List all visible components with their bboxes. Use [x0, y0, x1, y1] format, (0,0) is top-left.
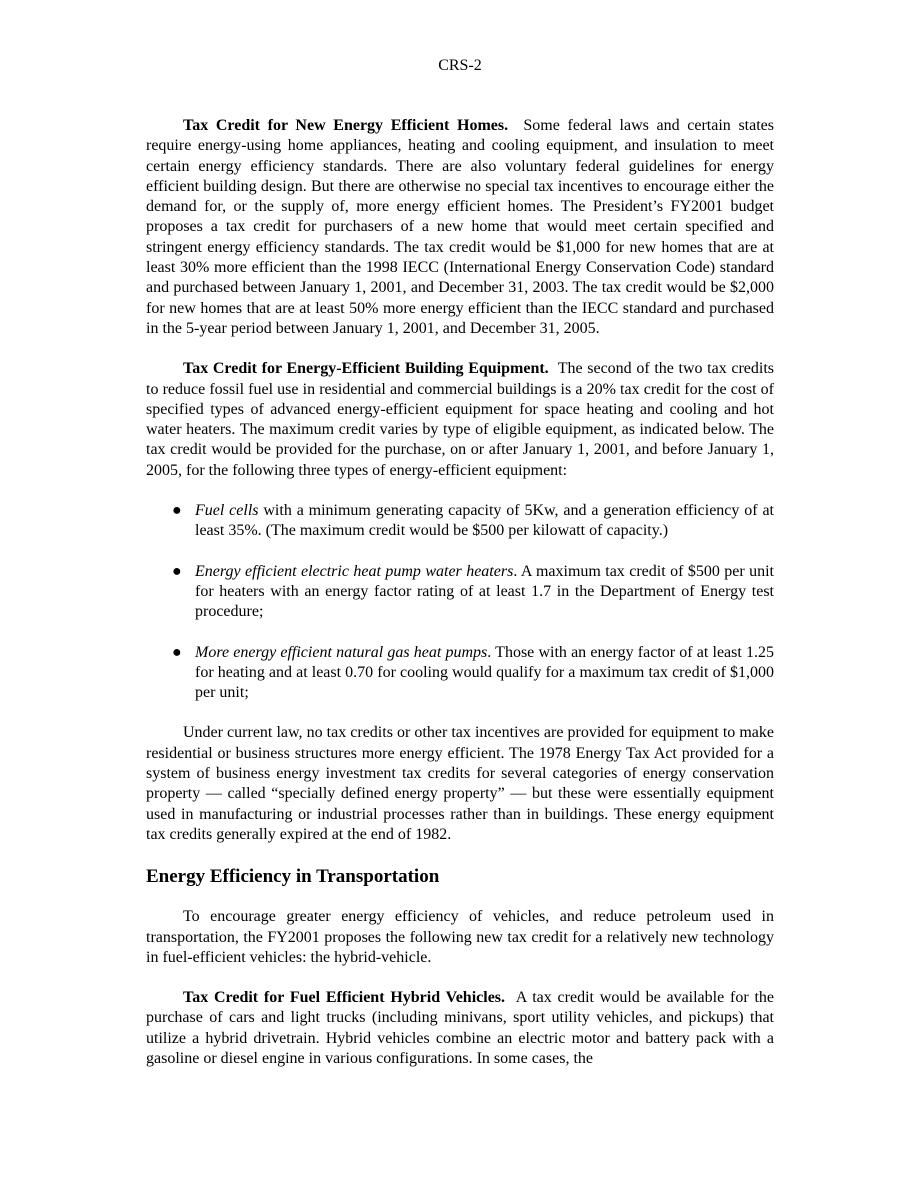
list-item-term: More energy efficient natural gas heat pumps [195, 643, 488, 661]
document-body [146, 116, 774, 1089]
bullet-icon: ● [172, 643, 182, 661]
paragraph-heading: Tax Credit for Fuel Efficient Hybrid Vehicles. [183, 989, 506, 1007]
section-heading: Energy Efficiency in Transportation [146, 866, 440, 888]
list-item-gas-heat-pumps [146, 643, 774, 704]
paragraph-text: Under current law, no tax credits or other tax incentives are provided for equipment to make residential or business structures more energy efficient. The 1978 Energy Tax Act provided for a system of business energy investment tax credits for several categories of energy conservation property — called “specially defined energy property” — but these were essentially equipment used in manufacturing or industrial processes rather than in buildings. These energy equipment tax credits generally expired at the end of 1982. [146, 724, 774, 843]
list-item-heat-pump-water-heaters [146, 562, 774, 623]
paragraph-current-law [146, 723, 774, 845]
paragraph-transportation-intro [146, 907, 774, 968]
list-item-text: . A maximum tax credit of $500 per unit for heaters with an energy factor rating of at least 1.7 in the Department of Energy test procedure; [195, 562, 774, 621]
paragraph-heading: Tax Credit for New Energy Efficient Homes. [183, 117, 509, 134]
list-item-term: Energy efficient electric heat pump water heaters [195, 562, 514, 580]
paragraph-text: The second of the two tax credits to reduce fossil fuel use in residential and commercial buildings is a 20% tax credit for the cost of specified types of advanced energy-efficient equipment for space heating and cooling and hot water heaters. The maximum credit varies by type of eligible equipment, as indicated below. The tax credit would be provided for the purchase, on or after January 1, 2001, and before January 1, 2005, for the following three types of energy-efficient equipment: [146, 360, 775, 479]
paragraph-text: To encourage greater energy efficiency of vehicles, and reduce petroleum used in transportation, the FY2001 proposes the following new tax credit for a relatively new technology in fuel-efficient vehicles: the hybrid-vehicle. [146, 908, 774, 966]
bullet-icon: ● [172, 502, 182, 520]
paragraph-building-equipment [146, 359, 774, 481]
list-item-text: . Those with an energy factor of at least 1.25 for heating and at least 0.70 for cooling would qualify for a maximum tax credit of $1,000 per unit; [195, 643, 774, 702]
bullet-icon: ● [172, 562, 182, 580]
paragraph-heading: Tax Credit for Energy-Efficient Building Equipment. [183, 360, 549, 378]
page-number: CRS-2 [438, 57, 482, 74]
list-item-text: with a minimum generating capacity of 5Kw, and a generation efficiency of at least 35%. (The maximum credit would be $500 per kilowatt of capacity.) [195, 502, 775, 540]
paragraph-new-homes [146, 116, 774, 339]
paragraph-text: Some federal laws and certain states require energy-using home appliances, heating and cooling equipment, and insulation to meet certain energy efficiency standards. There are also voluntary federal guidelines for energy efficient building design. But there are otherwise no special tax incentives to encourage either the demand for, or the supply of, more energy efficient homes. The President’s FY2001 budget proposes a tax credit for purchasers of a new home that would meet certain specified and stringent energy efficiency standards. The tax credit would be $1,000 for new homes that are at least 30% more efficient than the 1998 IECC (International Energy Conservation Code) standard and purchased between January 1, 2001, and December 31, 2003. The tax credit would be $2,000 for new homes that are at least 50% more energy efficient than the IECC standard and purchased in the 5-year period between January 1, 2001, and December 31, 2005. [146, 117, 774, 337]
paragraph-hybrid-vehicles [146, 988, 774, 1069]
equipment-list [146, 501, 774, 703]
list-item-term: Fuel cells [195, 502, 259, 520]
list-item-fuel-cells [146, 501, 774, 542]
paragraph-text: A tax credit would be available for the purchase of cars and light trucks (including minivans, sport utility vehicles, and pickups) that utilize a hybrid drivetrain. Hybrid vehicles combine an electric motor and battery pack with a gasoline or diesel engine in various configurations. In some cases, the [146, 989, 775, 1067]
